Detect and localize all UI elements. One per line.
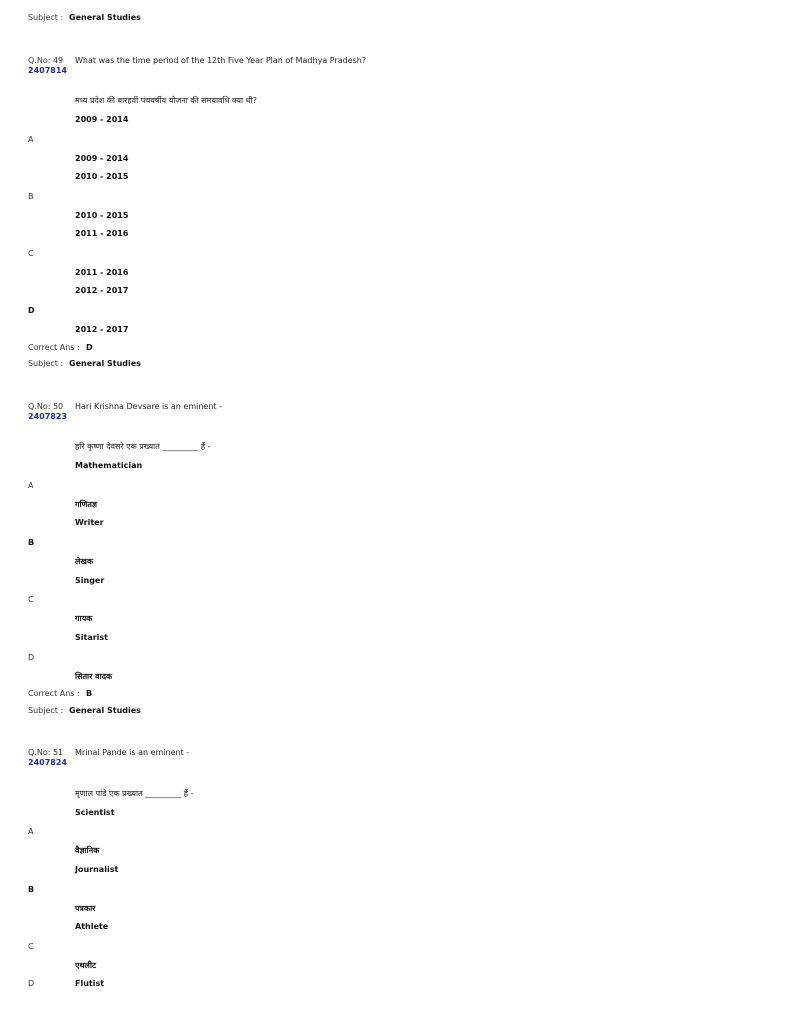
option-en: Singer — [75, 576, 105, 585]
option-letter: A — [28, 827, 34, 836]
option-hi: 2010 - 2015 — [75, 211, 129, 220]
option-hi: गायक — [75, 614, 93, 623]
subject-value: General Studies — [69, 706, 141, 715]
option-letter: D — [28, 979, 35, 988]
subject-value: General Studies — [69, 13, 141, 22]
option-en: Writer — [75, 518, 104, 527]
option-en: Athlete — [75, 922, 109, 931]
option-hi: 2009 - 2014 — [75, 154, 129, 163]
option-en: Scientist — [75, 808, 115, 817]
option-hi: 2011 - 2016 — [75, 268, 129, 277]
option-letter: D — [28, 306, 35, 315]
option-en: Sitarist — [75, 633, 108, 642]
option-en: 2011 - 2016 — [75, 229, 129, 238]
option-hi: पत्रकार — [75, 904, 96, 913]
subject-value: General Studies — [69, 359, 141, 368]
correct-answer-value: B — [86, 689, 93, 698]
option-letter: B — [28, 885, 35, 894]
option-letter: D — [28, 653, 35, 662]
option-en: 2010 - 2015 — [75, 172, 129, 181]
question-number: Q.No: 51 — [28, 748, 64, 757]
question-id: 2407824 — [28, 758, 67, 767]
subject-label: Subject : — [28, 706, 64, 715]
option-letter: B — [28, 538, 35, 547]
option-letter: C — [28, 249, 34, 258]
option-en: 2009 - 2014 — [75, 115, 129, 124]
subject-label: Subject : — [28, 359, 64, 368]
option-letter: A — [28, 481, 34, 490]
option-hi: 2012 - 2017 — [75, 325, 129, 334]
option-hi: लेखक — [75, 557, 94, 566]
question-number: Q.No: 50 — [28, 402, 64, 411]
option-letter: B — [28, 192, 34, 201]
option-en: Flutist — [75, 979, 105, 988]
option-en: 2012 - 2017 — [75, 286, 129, 295]
option-letter: C — [28, 942, 34, 951]
subject-label: Subject : — [28, 13, 64, 22]
question-text-en: What was the time period of the 12th Five Year Plan of Madhya Pradesh? — [75, 56, 367, 65]
option-letter: A — [28, 135, 34, 144]
question-text-hi: मध्य प्रदेश की बारहवीं पंचवर्षीय योजना की समयावधि क्या थी? — [75, 96, 258, 105]
correct-answer-label: Correct Ans : — [28, 343, 80, 352]
option-hi: सितार वादक — [75, 672, 113, 681]
question-id: 2407823 — [28, 412, 67, 421]
question-number: Q.No: 49 — [28, 56, 64, 65]
question-id: 2407814 — [28, 66, 67, 75]
option-hi: एथलीट — [75, 961, 97, 970]
question-text-hi: हरि कृष्णा देवसरे एक प्रख्यात _________ हैं - — [75, 442, 211, 451]
question-text-en: Mrinal Pande is an eminent - — [75, 748, 190, 757]
correct-answer-label: Correct Ans : — [28, 689, 80, 698]
option-hi: वैज्ञानिक — [75, 846, 100, 855]
option-en: Mathematician — [75, 461, 143, 470]
correct-answer-value: D — [86, 343, 93, 352]
question-text-hi: मृणाल पांडे एक प्रख्यात _________ हैं - — [75, 789, 194, 798]
question-text-en: Hari Krishna Devsare is an eminent - — [75, 402, 222, 411]
option-en: Journalist — [75, 865, 119, 874]
option-hi: गणितज्ञ — [75, 500, 98, 509]
option-letter: C — [28, 595, 34, 604]
